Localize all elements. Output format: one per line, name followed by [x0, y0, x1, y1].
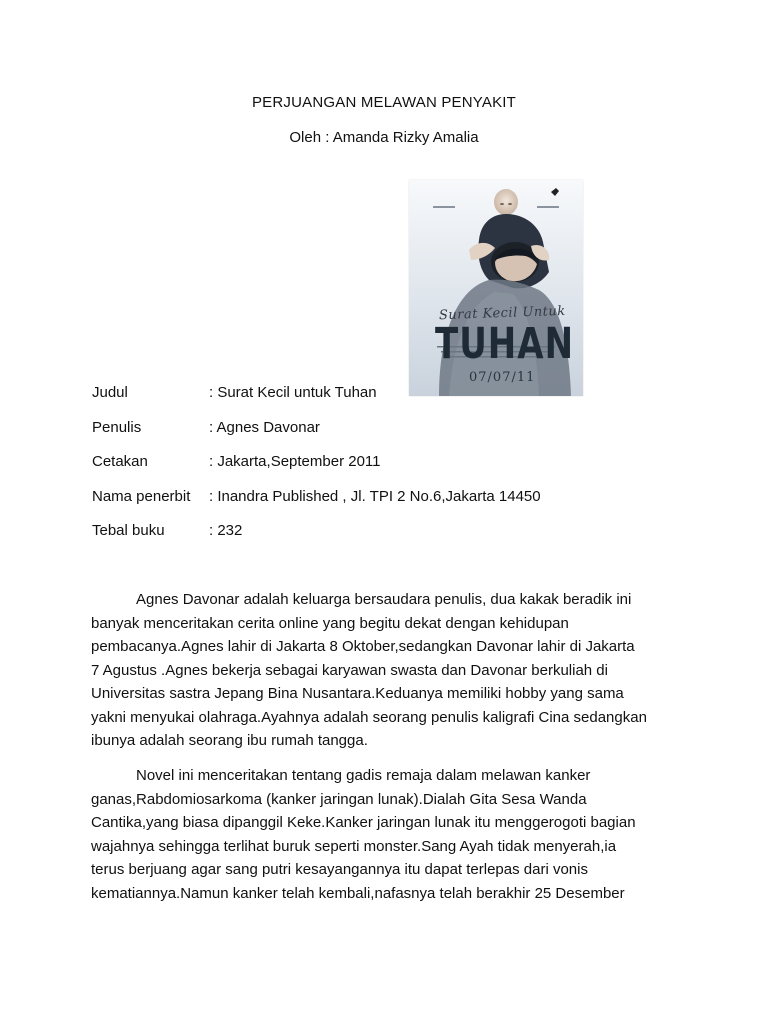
info-label: Cetakan	[92, 453, 148, 470]
info-value: : Inandra Published , Jl. TPI 2 No.6,Jakarta 14450	[209, 487, 541, 505]
book-info-table	[92, 384, 692, 557]
info-row-penulis	[92, 419, 692, 454]
paragraph-line: kematiannya.Namun kanker telah kembali,nafasnya telah berakhir 25 Desember	[91, 884, 625, 902]
book-cover-image	[409, 180, 583, 396]
cover-date: 07/07/11	[469, 370, 536, 385]
paragraph-line: Agnes Davonar adalah keluarga bersaudara penulis, dua kakak beradik ini	[136, 591, 632, 608]
paragraph-line: Novel ini menceritakan tentang gadis remaja dalam melawan kanker	[136, 767, 591, 784]
cover-big-title: TUHAN	[435, 319, 575, 369]
paragraph-line: wajahnya sehingga terlihat buruk seperti monster.Sang Ayah tidak menyerah,ia	[91, 837, 617, 855]
info-label: Penulis	[92, 418, 142, 436]
info-value: : Surat Kecil untuk Tuhan	[209, 384, 377, 401]
paragraph-line: Universitas sastra Jepang Bina Nusantara.Keduanya memiliki hobby yang sama	[91, 685, 624, 702]
cover-small-title: Surat Kecil Untuk	[438, 303, 566, 324]
paragraph-line: ganas,Rabdomiosarkoma (kanker jaringan lunak).Dialah Gita Sesa Wanda	[91, 790, 587, 808]
info-row-penerbit	[92, 488, 692, 523]
info-label: Judul	[92, 384, 128, 401]
paragraph-author-bio	[91, 588, 681, 753]
info-value: : Agnes Davonar	[209, 418, 320, 436]
paragraph-line: yakni menyukai olahraga.Ayahnya adalah seorang penulis kaligrafi Cina sedangkan	[91, 708, 647, 726]
document-title: PERJUANGAN MELAWAN PENYAKIT	[251, 94, 517, 111]
paragraph-line: ibunya adalah seorang ibu rumah tangga.	[91, 732, 368, 749]
paragraph-line: banyak menceritakan cerita online yang begitu dekat dengan kehidupan	[91, 614, 569, 632]
info-value: : Jakarta,September 2011	[209, 453, 381, 470]
info-value: : 232	[209, 522, 243, 539]
info-row-tebal	[92, 522, 692, 557]
paragraph-line: terus berjuang agar sang putri kesayangannya itu dapat terlepas dari vonis	[91, 861, 588, 878]
info-row-cetakan	[92, 453, 692, 488]
paragraph-synopsis	[91, 764, 681, 905]
paragraph-line: Cantika,yang biasa dipanggil Keke.Kanker jaringan lunak itu menggerogoti bagian	[91, 814, 636, 831]
author-line: Oleh : Amanda Rizky Amalia	[289, 129, 479, 146]
paragraph-line: pembacanya.Agnes lahir di Jakarta 8 Oktober,sedangkan Davonar lahir di Jakarta	[91, 638, 635, 655]
info-row-judul	[92, 384, 692, 419]
info-label: Tebal buku	[92, 522, 165, 539]
paragraph-line: 7 Agustus .Agnes bekerja sebagai karyawan swasta dan Davonar berkuliah di	[91, 661, 608, 679]
info-label: Nama penerbit	[92, 487, 191, 505]
